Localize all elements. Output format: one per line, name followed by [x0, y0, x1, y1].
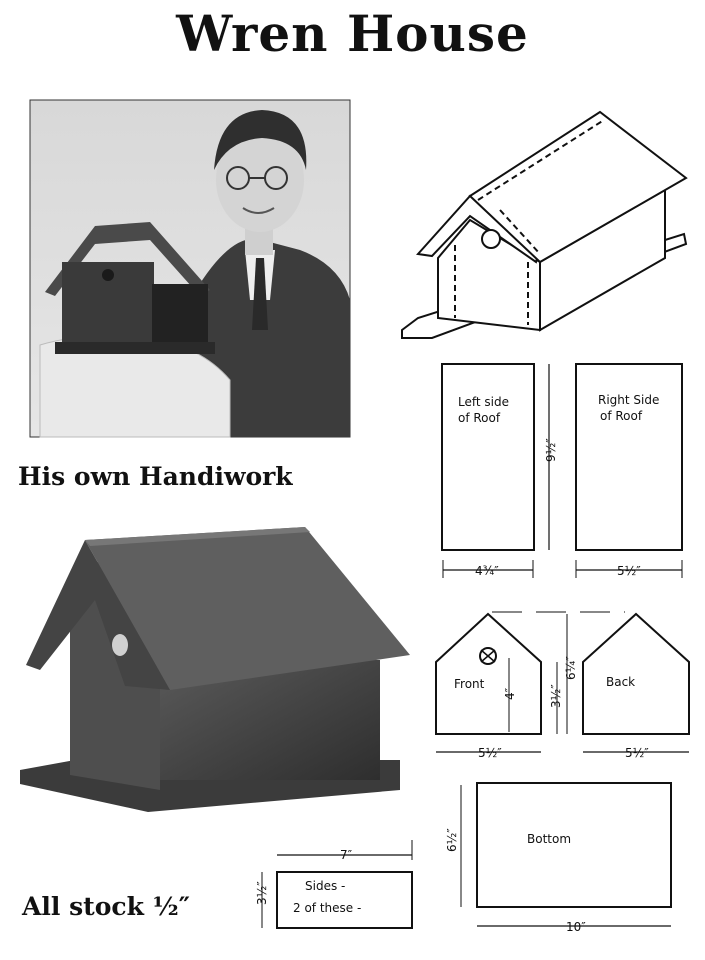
- assembled-house-line-drawing: [402, 112, 686, 338]
- right-roof-label-line2: of Roof: [600, 409, 643, 423]
- boy-photograph: [30, 100, 350, 437]
- end-height-dimension: 6¼″: [564, 656, 578, 680]
- bottom-panel-drawing: [461, 783, 671, 926]
- bottom-width-dimension: 10″: [566, 920, 586, 934]
- sides-label-line2: 2 of these -: [293, 901, 362, 915]
- finished-wren-house-photo: [20, 527, 410, 812]
- bottom-height-dimension: 6½″: [445, 828, 459, 852]
- page-title: Wren House: [176, 4, 529, 63]
- back-label: Back: [606, 675, 636, 689]
- stock-thickness-note: All stock ½″: [22, 892, 190, 921]
- sides-width-dimension: 7″: [340, 848, 353, 862]
- left-roof-label-line2: of Roof: [458, 411, 501, 425]
- sides-height-dimension: 3½″: [255, 881, 269, 905]
- photo-caption: His own Handiwork: [18, 462, 293, 491]
- right-roof-label-line1: Right Side: [598, 393, 660, 407]
- left-roof-width-dimension: 4¾″: [475, 564, 499, 578]
- left-roof-label-line1: Left side: [458, 395, 509, 409]
- back-width-dimension: 5½″: [625, 746, 649, 760]
- right-roof-width-dimension: 5½″: [617, 564, 641, 578]
- front-label: Front: [454, 677, 485, 691]
- wall-height-dimension: 3½″: [549, 684, 563, 708]
- sides-label-line1: Sides -: [305, 879, 346, 893]
- roof-height-dimension: 9½″: [544, 438, 558, 462]
- hole-height-dimension: 4″: [503, 687, 517, 700]
- bottom-label: Bottom: [527, 832, 572, 846]
- front-width-dimension: 5½″: [478, 746, 502, 760]
